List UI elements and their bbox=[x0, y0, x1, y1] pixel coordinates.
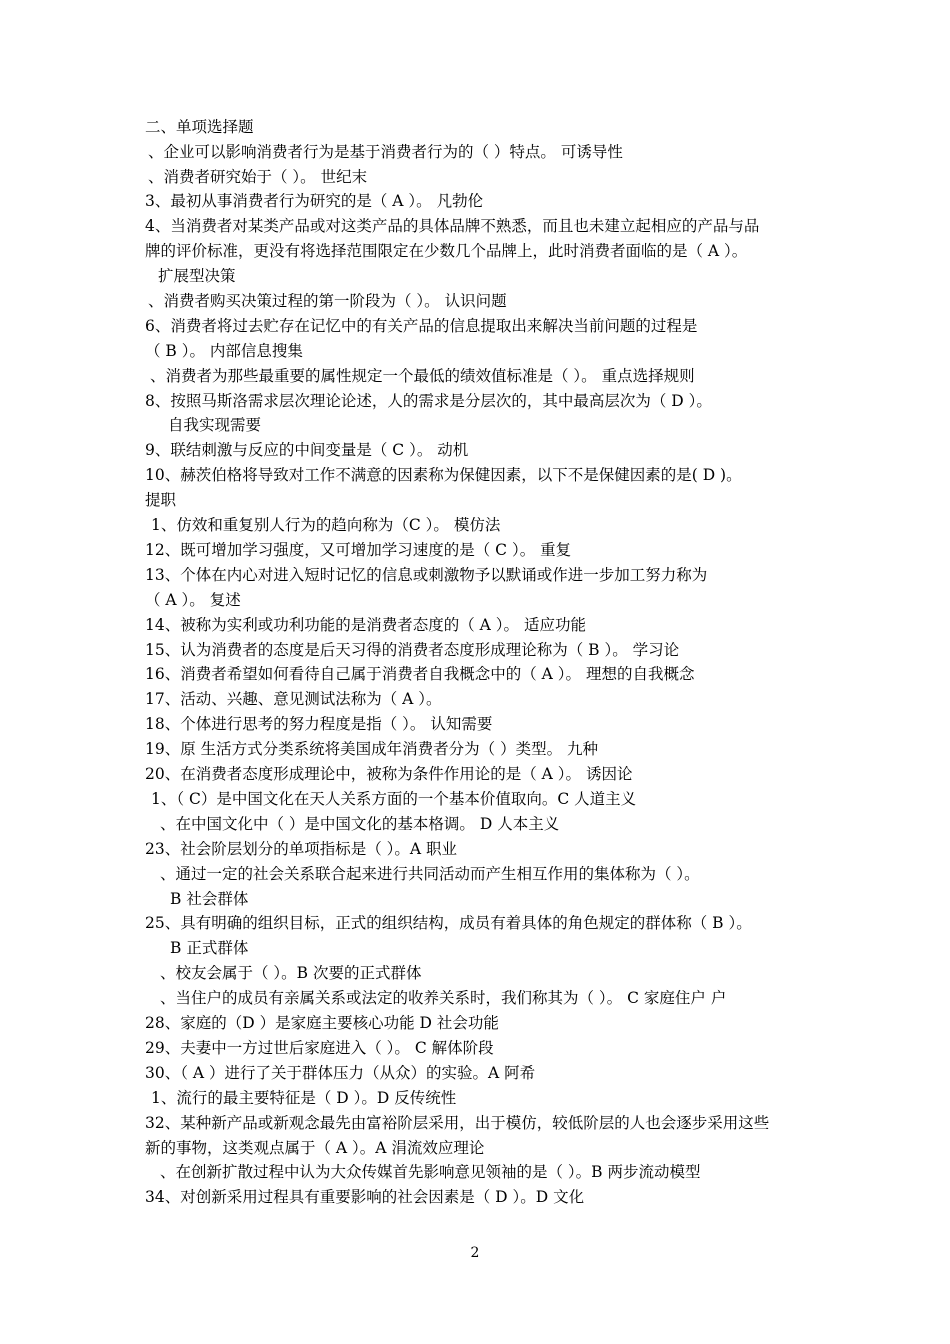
question-line: （ A ）。 复述 bbox=[145, 591, 241, 609]
question-line: 16、消费者希望如何看待自己属于消费者自我概念中的（ A ）。 理想的自我概念 bbox=[145, 665, 695, 683]
question-line: 34、对创新采用过程具有重要影响的社会因素是（ D ）。D 文化 bbox=[145, 1188, 585, 1206]
question-line: 25、具有明确的组织目标，正式的组织结构，成员有着具体的角色规定的群体称（ B ）。 bbox=[145, 914, 752, 932]
question-line: 4、当消费者对某类产品或对这类产品的具体品牌不熟悉，而且也未建立起相应的产品与品 bbox=[145, 217, 760, 235]
question-line: 13、个体在内心对进入短时记忆的信息或刺激物予以默诵或作进一步加工努力称为 bbox=[145, 566, 708, 584]
question-line: 28、家庭的（D ）是家庭主要核心功能 D 社会功能 bbox=[145, 1014, 499, 1032]
question-line: 、当住户的成员有亲属关系或法定的收养关系时，我们称其为（ ）。 C 家庭住户 户 bbox=[160, 989, 727, 1007]
question-line: 新的事物，这类观点属于（ A ）。A 涓流效应理论 bbox=[145, 1139, 485, 1157]
question-line: 1、仿效和重复别人行为的趋向称为（C ）。 模仿法 bbox=[151, 516, 501, 534]
question-line: 、校友会属于（ ）。B 次要的正式群体 bbox=[160, 964, 422, 982]
question-line: 1、（ C）是中国文化在天人关系方面的一个基本价值取向。C 人道主义 bbox=[151, 790, 637, 808]
answer-line: 扩展型决策 bbox=[158, 267, 236, 285]
question-line: 29、夫妻中一方过世后家庭进入（ ）。 C 解体阶段 bbox=[145, 1039, 494, 1057]
question-line: 、在创新扩散过程中认为大众传媒首先影响意见领袖的是（ ）。B 两步流动模型 bbox=[160, 1163, 701, 1181]
question-line: 8、按照马斯洛需求层次理论论述，人的需求是分层次的，其中最高层次为（ D ）。 bbox=[145, 392, 712, 410]
answer-line: B 社会群体 bbox=[170, 890, 249, 908]
answer-line: B 正式群体 bbox=[170, 939, 249, 957]
question-line: 14、被称为实利或功利功能的是消费者态度的（ A ）。 适应功能 bbox=[145, 616, 586, 634]
question-line: 30、（ A ）进行了关于群体压力（从众）的实验。A 阿希 bbox=[145, 1064, 536, 1082]
question-line: 牌的评价标准，更没有将选择范围限定在少数几个品牌上，此时消费者面临的是（ A ）。 bbox=[145, 242, 748, 260]
question-line: 18、个体进行思考的努力程度是指（ ）。 认知需要 bbox=[145, 715, 493, 733]
question-line: 19、原 生活方式分类系统将美国成年消费者分为（ ）类型。 九种 bbox=[145, 740, 599, 758]
question-line: 、消费者研究始于（ ）。 世纪末 bbox=[148, 168, 368, 186]
question-line: 、消费者为那些最重要的属性规定一个最低的绩效值标准是（ ）。 重点选择规则 bbox=[150, 367, 695, 385]
question-line: 3、最初从事消费者行为研究的是（ A ）。 凡勃伦 bbox=[145, 192, 484, 210]
answer-line: 提职 bbox=[145, 491, 177, 509]
question-line: 、通过一定的社会关系联合起来进行共同活动而产生相互作用的集体称为（ ）。 bbox=[160, 865, 700, 883]
question-line: 17、活动、兴趣、意见测试法称为（ A ）。 bbox=[145, 690, 442, 708]
question-line: 、在中国文化中（ ）是中国文化的基本格调。 D 人本主义 bbox=[160, 815, 560, 833]
question-line: 9、联结刺激与反应的中间变量是（ C ）。 动机 bbox=[145, 441, 469, 459]
question-line: 23、社会阶层划分的单项指标是（ ）。A 职业 bbox=[145, 840, 458, 858]
answer-line: 自我实现需要 bbox=[168, 416, 262, 434]
question-line: 6、消费者将过去贮存在记忆中的有关产品的信息提取出来解决当前问题的过程是 bbox=[145, 317, 698, 335]
question-line: （ B ）。 内部信息搜集 bbox=[145, 342, 303, 360]
section-heading: 二、单项选择题 bbox=[145, 118, 254, 136]
question-line: 32、某种新产品或新观念最先由富裕阶层采用，出于模仿，较低阶层的人也会逐步采用这些 bbox=[145, 1114, 770, 1132]
page-number: 2 bbox=[470, 1245, 480, 1261]
question-line: 15、认为消费者的态度是后天习得的消费者态度形成理论称为（ B ）。 学习论 bbox=[145, 641, 680, 659]
question-line: 12、既可增加学习强度，又可增加学习速度的是（ C ）。 重复 bbox=[145, 541, 572, 559]
question-line: 、企业可以影响消费者行为是基于消费者行为的（ ）特点。 可诱导性 bbox=[148, 143, 623, 161]
question-line: 10、赫茨伯格将导致对工作不满意的因素称为保健因素，以下不是保健因素的是( D )。 bbox=[145, 466, 742, 484]
question-line: 、消费者购买决策过程的第一阶段为（ ）。 认识问题 bbox=[148, 292, 507, 310]
question-line: 20、在消费者态度形成理论中，被称为条件作用论的是（ A ）。 诱因论 bbox=[145, 765, 633, 783]
question-line: 1、流行的最主要特征是（ D ）。D 反传统性 bbox=[151, 1089, 457, 1107]
